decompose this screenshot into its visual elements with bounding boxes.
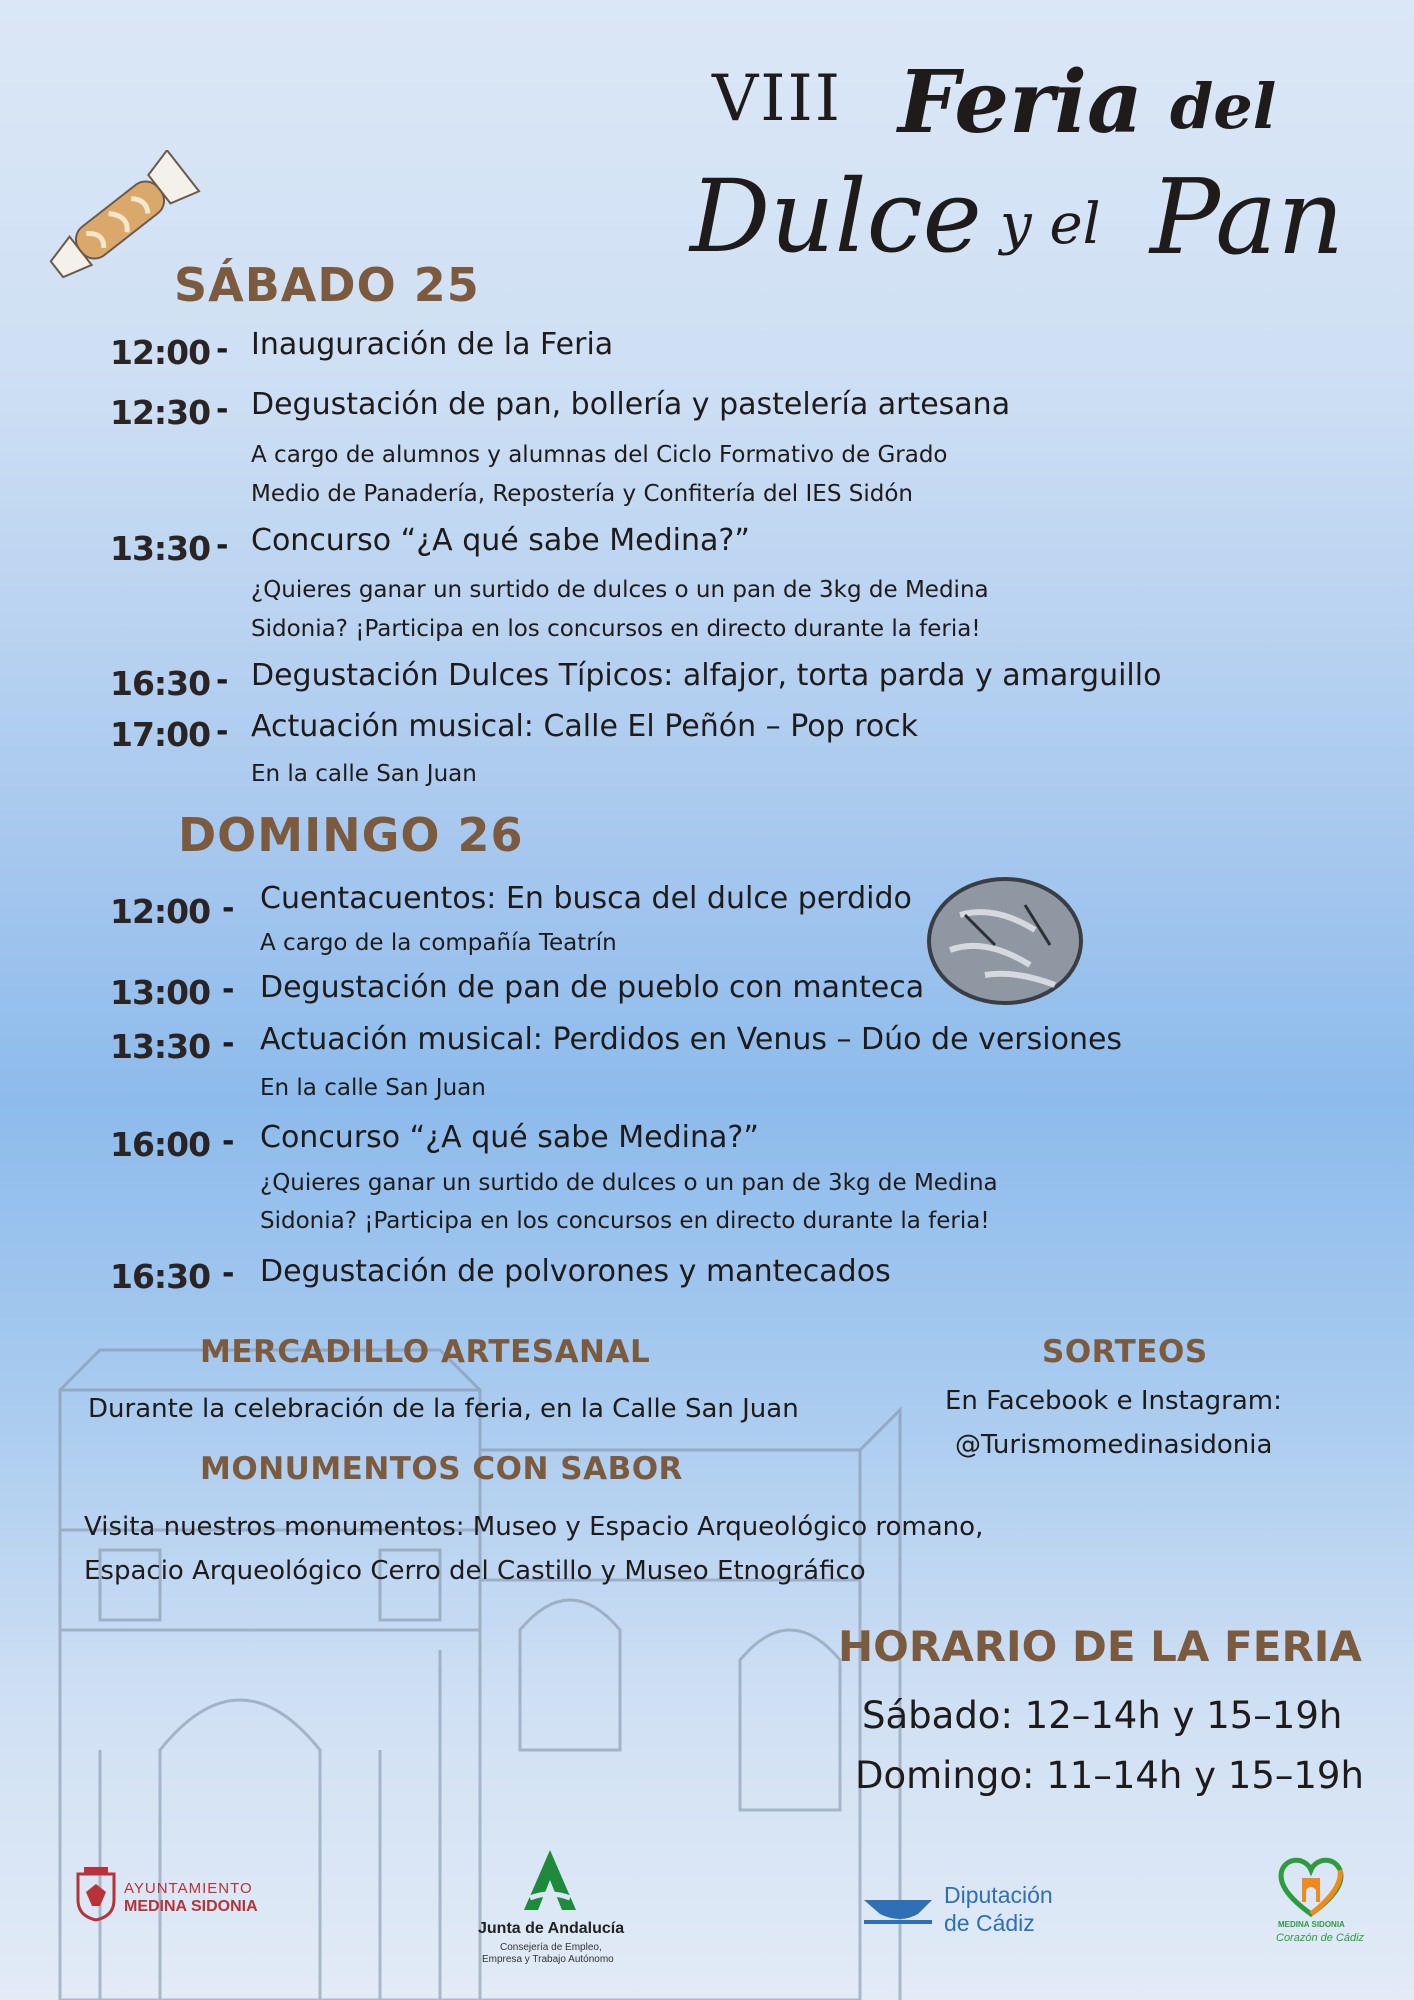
junta-name-text: Junta de Andalucía [478,1920,625,1937]
ayuntamiento-crest-icon [74,1866,118,1922]
sat-event-1-time: 12:00 [110,333,211,372]
sat-event-5-title: Actuación musical: Calle El Peñón – Pop rock [251,709,919,744]
medina-sidonia-heart-logo [1262,1856,1365,1956]
mercadillo-heading: MERCADILLO ARTESANAL [200,1334,651,1370]
title-y-el: y el [1000,192,1101,257]
sat-event-3-title: Concurso “¿A qué sabe Medina?” [251,523,750,558]
sun-event-3-dash: - [222,1026,235,1061]
sat-event-2-dash: - [216,392,229,427]
horario-domingo: Domingo: 11–14h y 15–19h [855,1754,1364,1797]
sat-event-5-sub-1: En la calle San Juan [251,761,477,787]
sun-event-5-title: Degustación de polvorones y mantecados [260,1254,891,1289]
diputacion-text-2: de Cádiz [944,1910,1035,1936]
junta-sub-text-2: Empresa y Trabajo Autónomo [482,1954,614,1965]
horario-sabado: Sábado: 12–14h y 15–19h [862,1694,1343,1737]
junta-sub-text-1: Consejería de Empleo, [500,1942,602,1953]
junta-andalucia-logo [470,1846,670,1966]
sun-event-1-sub-1: A cargo de la compañía Teatrín [260,930,617,956]
title-del: del [1170,70,1277,143]
sat-event-3-time: 13:30 [110,529,211,568]
sun-event-1-time: 12:00 [110,892,211,931]
sun-event-4-sub-1: ¿Quieres ganar un surtido de dulces o un pan de 3kg de Medina [260,1170,998,1196]
heart-icon [1276,1856,1346,1918]
sun-event-4-title: Concurso “¿A qué sabe Medina?” [260,1120,759,1155]
monumentos-line-2: Espacio Arqueológico Cerro del Castillo y Museo Etnográfico [84,1556,866,1586]
sat-event-2-title: Degustación de pan, bollería y pastelería artesana [251,387,1011,422]
sat-event-4-time: 16:30 [110,664,211,703]
sorteos-line-2: @Turismomedinasidonia [955,1430,1273,1460]
sun-event-1-title: Cuentacuentos: En busca del dulce perdido [260,881,912,916]
sun-event-2-dash: - [222,972,235,1007]
medina-logo-text-2: Corazón de Cádiz [1276,1932,1365,1944]
diputacion-cadiz-logo [860,1880,1060,1940]
sun-event-5-time: 16:30 [110,1257,211,1296]
sun-event-2-time: 13:00 [110,973,211,1012]
ayuntamiento-top-text: AYUNTAMIENTO [124,1880,253,1897]
sorteos-line-1: En Facebook e Instagram: [945,1386,1282,1416]
sat-event-1-title: Inauguración de la Feria [251,327,614,362]
sat-event-2-sub-2: Medio de Panadería, Repostería y Confitería del IES Sidón [251,481,913,507]
sat-event-4-title: Degustación Dulces Típicos: alfajor, torta parda y amarguillo [251,658,1162,693]
sun-event-4-time: 16:00 [110,1125,211,1164]
ayuntamiento-bottom-text: MEDINA SIDONIA [124,1898,258,1915]
title-dulce: Dulce [690,158,982,275]
sun-event-5-dash: - [222,1256,235,1291]
sat-event-5-time: 17:00 [110,715,211,754]
sun-event-3-title: Actuación musical: Perdidos en Venus – Dúo de versiones [260,1022,1123,1057]
sun-event-3-time: 13:30 [110,1027,211,1066]
sat-event-3-sub-2: Sidonia? ¡Participa en los concursos en directo durante la feria! [251,616,981,642]
monumentos-line-1: Visita nuestros monumentos: Museo y Espacio Arqueológico romano, [84,1512,984,1542]
sat-event-5-dash: - [216,714,229,749]
sat-event-2-sub-1: A cargo de alumnos y alumnas del Ciclo Formativo de Grado [251,442,948,468]
diputacion-wave-icon [860,1894,936,1930]
sun-event-3-sub-1: En la calle San Juan [260,1075,486,1101]
ayuntamiento-logo [74,1866,274,1926]
sunday-heading: DOMINGO 26 [178,808,524,862]
title-pan: Pan [1150,156,1345,278]
junta-andalucia-a-icon [520,1846,580,1916]
sun-event-1-dash: - [222,891,235,926]
sun-event-4-dash: - [222,1124,235,1159]
bread-illustration [925,875,1085,1010]
mercadillo-text: Durante la celebración de la feria, en la Calle San Juan [88,1394,799,1424]
horario-heading: HORARIO DE LA FERIA [838,1622,1362,1671]
diputacion-text-1: Diputación [944,1882,1053,1908]
saturday-heading: SÁBADO 25 [174,258,480,312]
sat-event-2-time: 12:30 [110,393,211,432]
sat-event-3-sub-1: ¿Quieres ganar un surtido de dulces o un pan de 3kg de Medina [251,577,989,603]
sun-event-2-title: Degustación de pan de pueblo con manteca [260,970,925,1005]
monumentos-heading: MONUMENTOS CON SABOR [200,1451,683,1487]
sorteos-heading: SORTEOS [1042,1334,1208,1370]
sun-event-4-sub-2: Sidonia? ¡Participa en los concursos en directo durante la feria! [260,1208,990,1234]
sat-event-3-dash: - [216,528,229,563]
title-feria: Feria [898,52,1143,153]
medina-logo-text-1: MEDINA SIDONIA [1278,1920,1345,1929]
title-roman-numeral: VIII [712,62,843,136]
sat-event-4-dash: - [216,663,229,698]
sat-event-1-dash: - [216,332,229,367]
